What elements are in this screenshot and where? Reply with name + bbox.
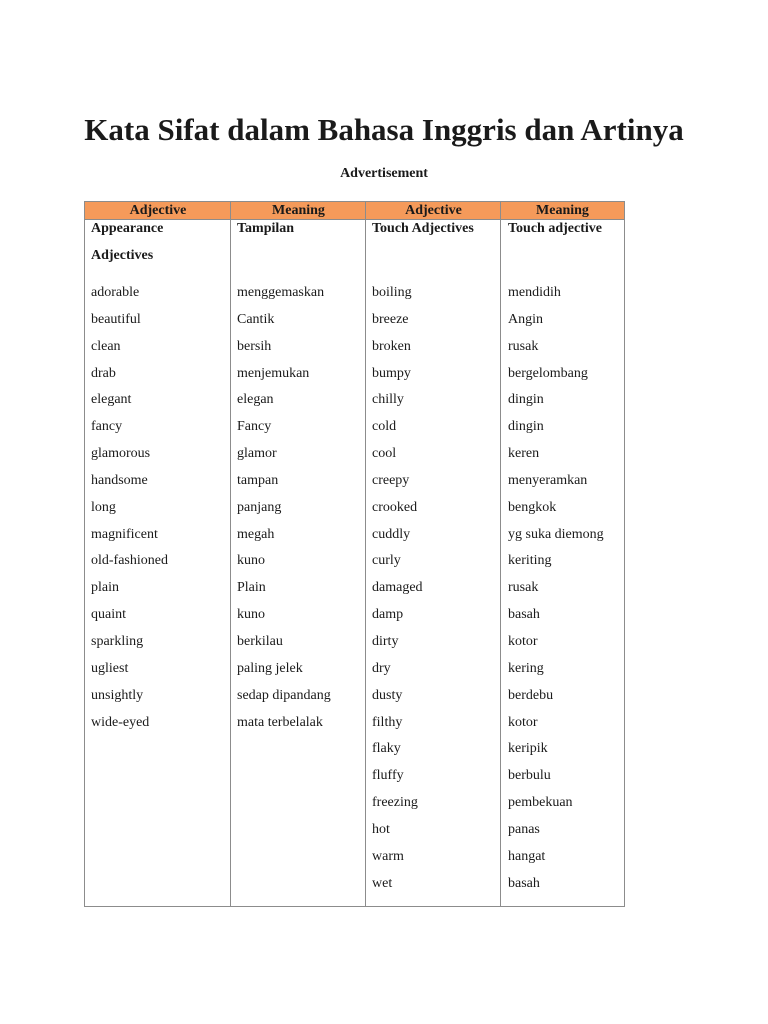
list-item: berkilau (237, 633, 283, 649)
advertisement-label: Advertisement (340, 166, 428, 181)
list-item: freezing (372, 795, 418, 811)
list-item: yg suka diemong (508, 526, 604, 542)
list-item: glamor (237, 446, 277, 462)
list-item: long (91, 499, 116, 515)
list-item: basah (508, 875, 540, 891)
list-item: paling jelek (237, 660, 303, 676)
list-item: boiling (372, 285, 412, 300)
page-title: Kata Sifat dalam Bahasa Inggris dan Artinya (84, 112, 684, 147)
column-subheading: Appearance (91, 221, 164, 236)
list-item: bumpy (372, 365, 411, 381)
column-tampilan (237, 220, 361, 730)
list-item: panas (508, 821, 540, 837)
list-item: crooked (372, 499, 418, 515)
list-item: curly (372, 553, 401, 569)
list-item: berdebu (508, 687, 554, 703)
column-divider (500, 202, 501, 906)
list-item: mendidih (508, 285, 561, 300)
list-item: adorable (91, 285, 140, 300)
list-item: menggemaskan (237, 285, 325, 300)
column-appearance-adjectives (91, 220, 225, 730)
column-divider (230, 202, 231, 906)
header-meaning-1: Meaning (272, 203, 325, 218)
table-header-row (85, 202, 624, 220)
column-subheading: Touch Adjectives (372, 221, 474, 236)
list-item: panjang (237, 499, 282, 515)
list-item: glamorous (91, 446, 151, 462)
list-item: magnificent (91, 526, 158, 542)
list-item: megah (237, 526, 275, 542)
list-item: clean (91, 338, 121, 354)
list-item: berbulu (508, 768, 551, 784)
list-item: hot (372, 821, 390, 837)
list-item: damp (372, 607, 404, 623)
column-subheading: Tampilan (237, 221, 295, 236)
list-item: bergelombang (508, 365, 588, 381)
list-item: Fancy (237, 419, 272, 435)
word-list (237, 283, 331, 739)
list-item: kuno (237, 553, 265, 569)
list-item: kering (508, 660, 544, 676)
list-item: kuno (237, 607, 265, 623)
list-item: dusty (372, 687, 403, 703)
list-item: sparkling (91, 633, 144, 649)
list-item: keriting (508, 553, 552, 569)
list-item: ugliest (91, 660, 129, 676)
list-item: flaky (372, 741, 401, 757)
list-item: cold (372, 419, 397, 435)
list-item: handsome (91, 472, 148, 488)
list-item: old-fashioned (91, 553, 168, 569)
column-subheading-line2: Adjectives (91, 248, 154, 263)
column-divider (365, 202, 366, 906)
list-item: Plain (237, 580, 266, 596)
list-item: creepy (372, 472, 410, 488)
list-item: damaged (372, 580, 423, 596)
column-touch-adjectives (372, 220, 496, 891)
list-item: warm (372, 848, 404, 864)
adjectives-table (84, 201, 625, 907)
list-item: filthy (372, 714, 403, 730)
list-item: keren (508, 446, 540, 462)
list-item: wet (372, 875, 393, 891)
list-item: drab (91, 365, 116, 381)
list-item: elegan (237, 392, 274, 408)
column-touch-adjective-meaning (508, 220, 623, 891)
list-item: plain (91, 580, 119, 596)
word-list (508, 283, 604, 900)
list-item: breeze (372, 311, 409, 327)
list-item: quaint (91, 607, 126, 623)
list-item: dingin (508, 392, 544, 408)
header-adjective-1: Adjective (129, 203, 187, 218)
list-item: elegant (91, 392, 132, 408)
list-item: fancy (91, 419, 123, 435)
list-item: fluffy (372, 768, 404, 784)
header-meaning-2: Meaning (536, 203, 589, 218)
list-item: menyeramkan (508, 472, 588, 488)
list-item: cuddly (372, 526, 411, 542)
list-item: unsightly (91, 687, 144, 703)
list-item: wide-eyed (91, 714, 150, 730)
list-item: rusak (508, 338, 539, 354)
list-item: sedap dipandang (237, 687, 331, 703)
column-subheading: Touch adjective (508, 221, 602, 236)
list-item: menjemukan (237, 365, 310, 381)
list-item: bengkok (508, 499, 557, 515)
list-item: Cantik (237, 311, 275, 327)
list-item: beautiful (91, 311, 141, 327)
list-item: kotor (508, 633, 538, 649)
list-item: broken (372, 338, 411, 354)
list-item: dirty (372, 633, 399, 649)
word-list (91, 283, 168, 739)
list-item: Angin (508, 311, 543, 327)
list-item: kotor (508, 714, 538, 730)
list-item: hangat (508, 848, 546, 864)
list-item: keripik (508, 741, 548, 757)
list-item: tampan (237, 472, 279, 488)
list-item: cool (372, 446, 397, 462)
list-item: bersih (237, 338, 272, 354)
header-adjective-2: Adjective (405, 203, 462, 218)
list-item: chilly (372, 392, 404, 408)
list-item: pembekuan (508, 795, 573, 811)
list-item: dingin (508, 419, 544, 435)
list-item: mata terbelalak (237, 714, 323, 730)
list-item: dry (372, 660, 391, 676)
list-item: basah (508, 607, 540, 623)
list-item: rusak (508, 580, 539, 596)
word-list (372, 283, 423, 900)
